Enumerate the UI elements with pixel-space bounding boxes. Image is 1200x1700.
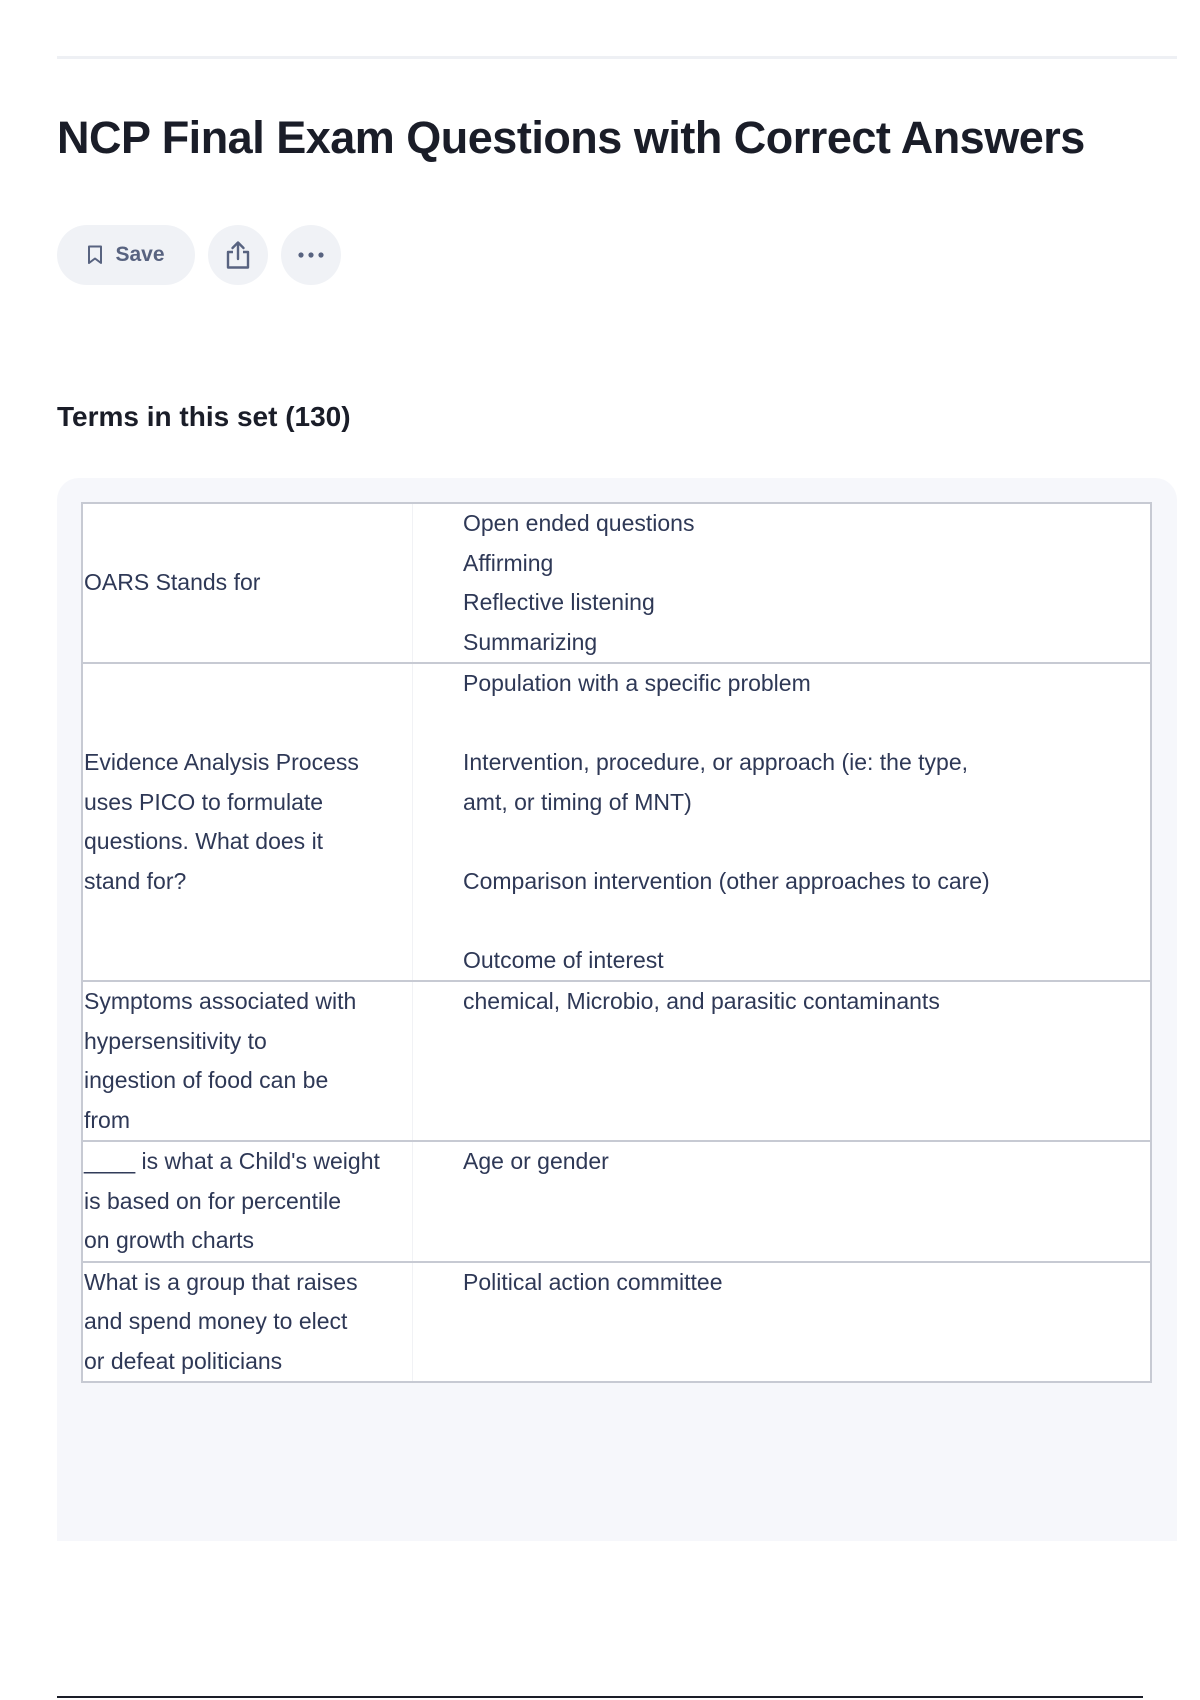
term-cell [82, 1262, 413, 1383]
term-text: uses PICO to formulate [84, 788, 324, 815]
definition-text: Political action committee [463, 1268, 723, 1295]
definition-cell [413, 1141, 1152, 1262]
share-button[interactable] [208, 225, 268, 285]
term-cell [82, 503, 413, 663]
term-text: is based on for percentile [84, 1187, 341, 1214]
definition-text: amt, or timing of MNT) [463, 788, 692, 815]
more-options-button[interactable] [281, 225, 341, 285]
term-text: stand for? [84, 867, 187, 894]
terms-heading: Terms in this set (130) [57, 401, 351, 432]
definition-text: Age or gender [463, 1148, 609, 1174]
definition-cell [413, 663, 1152, 981]
terms-table [81, 502, 1152, 1383]
definition-text: Summarizing [463, 628, 598, 655]
term-text: ingestion of food can be [84, 1067, 329, 1093]
definition-cell [413, 503, 1152, 663]
definition-text: Comparison intervention (other approaches to care) [463, 867, 990, 894]
definition-text: Open ended questions [463, 510, 695, 536]
table-row [82, 1141, 1151, 1262]
top-divider [57, 56, 1177, 59]
table-row [82, 503, 1151, 663]
save-button[interactable] [57, 225, 195, 285]
term-text: from [84, 1106, 130, 1133]
term-text: ____ is what a Child's weight [84, 1148, 380, 1174]
term-text: hypersensitivity to [84, 1027, 267, 1054]
term-text: and spend money to elect [84, 1308, 348, 1334]
page-title: NCP Final Exam Questions with Correct Answers [57, 112, 1085, 163]
table-row [82, 1262, 1151, 1383]
definition-cell [413, 1262, 1152, 1383]
save-button-label: Save [115, 243, 165, 266]
table-row [82, 663, 1151, 981]
definition-spacer [463, 901, 1130, 941]
term-text: OARS Stands for [84, 569, 261, 596]
term-cell [82, 1141, 413, 1262]
term-cell [82, 663, 413, 981]
term-text: or defeat politicians [84, 1347, 283, 1374]
definition-text: Reflective listening [463, 589, 655, 615]
bottom-divider [57, 1696, 1143, 1698]
term-text: What is a group that raises [84, 1268, 358, 1295]
term-text: Symptoms associated with [84, 988, 357, 1014]
definition-text: Intervention, procedure, or approach (ie: the type, [463, 749, 969, 775]
more-icon [297, 251, 325, 259]
term-cell [82, 981, 413, 1141]
bookmark-icon [87, 245, 103, 265]
action-bar [57, 225, 354, 285]
definition-cell [413, 981, 1152, 1141]
term-text: Evidence Analysis Process [84, 749, 359, 775]
definition-text: chemical, Microbio, and parasitic contaminants [463, 988, 940, 1014]
definition-text: Affirming [463, 549, 554, 576]
definition-spacer [463, 704, 1130, 744]
definition-text: Population with a specific problem [463, 670, 811, 696]
definition-spacer [463, 822, 1130, 862]
term-text: questions. What does it [84, 828, 324, 854]
table-row [82, 981, 1151, 1141]
term-text: on growth charts [84, 1227, 255, 1253]
share-icon [225, 240, 251, 270]
definition-text: Outcome of interest [463, 946, 664, 973]
